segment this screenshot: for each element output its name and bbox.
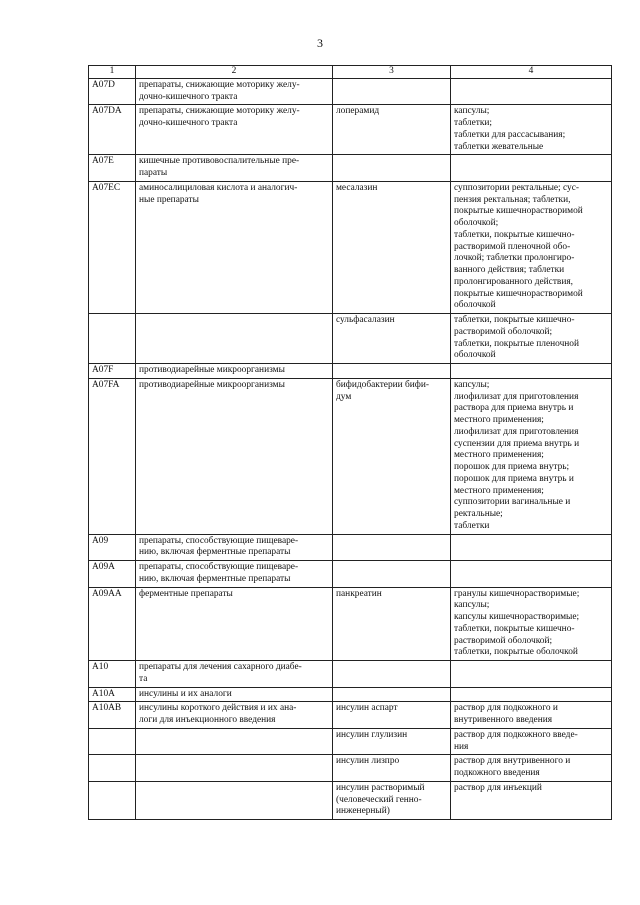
atc-code-cell: A07E (89, 155, 136, 182)
dosage-form-cell (451, 561, 612, 588)
drug-name-cell: месалазин (333, 181, 451, 313)
drug-name-cell: панкреатин (333, 587, 451, 661)
table-row (89, 587, 612, 661)
drug-name-cell: лоперамид (333, 105, 451, 155)
dosage-form-cell (451, 687, 612, 702)
drug-name-cell (333, 155, 451, 182)
atc-code-cell (89, 314, 136, 364)
column-header-1: 1 (89, 66, 136, 79)
dosage-form-cell: капсулы; лиофилизат для приготовления раствора для приема внутрь и местного применения; лиофилизат для приготовления суспензии для приема внутрь и местного применения; порошок для приема внутрь; порошок для приема внутрь и местного применения; суппозитории вагинальные и ректальные; таблетки (451, 378, 612, 534)
table-row (89, 687, 612, 702)
dosage-form-cell: раствор для инъекций (451, 781, 612, 819)
atc-code-cell: A07FA (89, 378, 136, 534)
drug-classification-table (88, 65, 612, 820)
table-row (89, 561, 612, 588)
table-row (89, 702, 612, 729)
table-row (89, 181, 612, 313)
atc-code-cell: A07F (89, 364, 136, 379)
atc-code-cell (89, 781, 136, 819)
group-name-cell: препараты, способствующие пищеваре- нию, включая ферментные препараты (136, 561, 333, 588)
column-header-4: 4 (451, 66, 612, 79)
table-row (89, 155, 612, 182)
group-name-cell: ферментные препараты (136, 587, 333, 661)
group-name-cell: инсулины и их аналоги (136, 687, 333, 702)
atc-code-cell: A09AA (89, 587, 136, 661)
atc-code-cell: A10 (89, 661, 136, 688)
dosage-form-cell: суппозитории ректальные; сус- пензия ректальная; таблетки, покрытые кишечнорастворимой оболочкой; таблетки, покрытые кишечно- растворимой пленочной обо- лочкой; таблетки пролонгиро- ванного действия; таблетки пролонгированного действия, покрытые кишечнорастворимой оболочкой (451, 181, 612, 313)
dosage-form-cell (451, 364, 612, 379)
atc-code-cell: A10AB (89, 702, 136, 729)
group-name-cell (136, 755, 333, 782)
drug-name-cell: сульфасалазин (333, 314, 451, 364)
drug-name-cell (333, 687, 451, 702)
dosage-form-cell: раствор для подкожного и внутривенного введения (451, 702, 612, 729)
group-name-cell: препараты, снижающие моторику желу- дочно-кишечного тракта (136, 105, 333, 155)
dosage-form-cell: капсулы; таблетки; таблетки для рассасывания; таблетки жевательные (451, 105, 612, 155)
group-name-cell: препараты, снижающие моторику желу- дочно-кишечного тракта (136, 78, 333, 105)
group-name-cell: препараты для лечения сахарного диабе- та (136, 661, 333, 688)
dosage-form-cell (451, 661, 612, 688)
table-row (89, 534, 612, 561)
drug-name-cell: инсулин глулизин (333, 728, 451, 755)
table-row (89, 378, 612, 534)
table-row (89, 364, 612, 379)
page-number: 3 (317, 36, 323, 50)
table-row (89, 781, 612, 819)
table-row (89, 755, 612, 782)
atc-code-cell: A07DA (89, 105, 136, 155)
drug-name-cell: инсулин аспарт (333, 702, 451, 729)
group-name-cell: инсулины короткого действия и их ана- логи для инъекционного введения (136, 702, 333, 729)
dosage-form-cell: раствор для внутривенного и подкожного введения (451, 755, 612, 782)
group-name-cell (136, 314, 333, 364)
dosage-form-cell (451, 78, 612, 105)
table-row (89, 728, 612, 755)
atc-code-cell: A09A (89, 561, 136, 588)
table-row (89, 78, 612, 105)
atc-code-cell (89, 755, 136, 782)
group-name-cell: противодиарейные микроорганизмы (136, 364, 333, 379)
atc-code-cell (89, 728, 136, 755)
dosage-form-cell: гранулы кишечнорастворимые; капсулы; капсулы кишечнорастворимые; таблетки, покрытые кишечно- растворимой оболочкой; таблетки, покрытые оболочкой (451, 587, 612, 661)
table-row (89, 314, 612, 364)
dosage-form-cell: раствор для подкожного введе- ния (451, 728, 612, 755)
column-header-3: 3 (333, 66, 451, 79)
drug-name-cell: бифидобактерии бифи- дум (333, 378, 451, 534)
atc-code-cell: A10A (89, 687, 136, 702)
drug-name-cell (333, 661, 451, 688)
dosage-form-cell (451, 155, 612, 182)
atc-code-cell: A09 (89, 534, 136, 561)
group-name-cell (136, 728, 333, 755)
dosage-form-cell (451, 534, 612, 561)
atc-code-cell: A07D (89, 78, 136, 105)
drug-name-cell: инсулин растворимый (человеческий генно- инженерный) (333, 781, 451, 819)
drug-name-cell (333, 534, 451, 561)
column-header-2: 2 (136, 66, 333, 79)
group-name-cell: кишечные противовоспалительные пре- параты (136, 155, 333, 182)
drug-name-cell (333, 561, 451, 588)
group-name-cell: препараты, способствующие пищеваре- нию, включая ферментные препараты (136, 534, 333, 561)
table-row (89, 661, 612, 688)
drug-name-cell (333, 364, 451, 379)
dosage-form-cell: таблетки, покрытые кишечно- растворимой оболочкой; таблетки, покрытые пленочной оболочкой (451, 314, 612, 364)
drug-name-cell: инсулин лизпро (333, 755, 451, 782)
group-name-cell: аминосалициловая кислота и аналогич- ные препараты (136, 181, 333, 313)
group-name-cell: противодиарейные микроорганизмы (136, 378, 333, 534)
table-row (89, 105, 612, 155)
drug-name-cell (333, 78, 451, 105)
atc-code-cell: A07EC (89, 181, 136, 313)
table-header-row (89, 66, 612, 79)
group-name-cell (136, 781, 333, 819)
